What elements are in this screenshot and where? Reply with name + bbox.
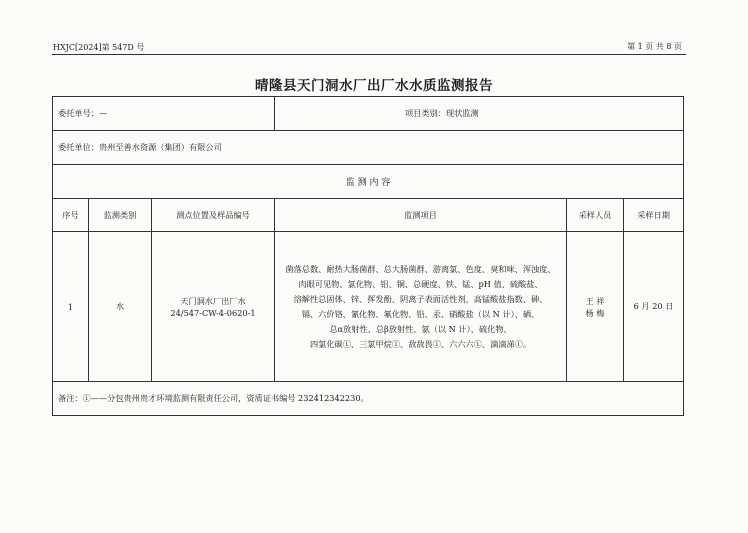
location-name: 天门洞水厂出厂水: [180, 295, 246, 306]
items-line: 总α放射性、总β放射性、氨（以 N 计）、硫化物、: [329, 323, 512, 334]
row-category: 水: [89, 232, 152, 382]
sample-code: 24/547-CW-4-0620-1: [170, 307, 256, 318]
report-number: HXJC[2024]第 547D 号: [53, 43, 145, 52]
report-title: 晴隆县天门洞水厂出厂水水质监测报告: [255, 78, 493, 94]
header-divider: [52, 54, 686, 55]
section-title: 监 测 内 容: [53, 165, 684, 199]
column-header-row: [53, 199, 684, 232]
info-row-commission: [53, 97, 684, 131]
col-header-sampler: 采样人员: [567, 199, 624, 232]
footnote: 备注：①——分包贵州贵才环境监测有限责任公司，资质证书编号 232412342230。: [53, 382, 684, 416]
col-header-items: 监测项目: [275, 199, 567, 232]
items-line: 肉眼可见物、氯化物、铝、铜、总硬度、铁、锰、pH 值、硫酸盐、: [298, 278, 543, 289]
sampler-name: 杨 梅: [585, 307, 605, 318]
project-type: 项目类别：现状监测: [275, 97, 684, 131]
items-line: 四氯化碳①、三氯甲烷①、敌敌畏①、六六六①、滴滴涕①。: [309, 338, 532, 349]
col-header-category: 监测类别: [89, 199, 152, 232]
col-header-date: 采样日期: [624, 199, 684, 232]
items-line: 菌落总数、耐热大肠菌群、总大肠菌群、游离氯、色度、臭和味、浑浊度、: [285, 263, 556, 274]
page-indicator: 第 1 页 共 8 页: [627, 42, 682, 51]
info-row-client: [53, 131, 684, 165]
items-line: 镉、六价铬、氰化物、氟化物、铅、汞、硝酸盐（以 N 计）、硒、: [301, 308, 540, 319]
note-row: [53, 382, 684, 416]
col-header-location: 测点位置及样品编号: [152, 199, 275, 232]
items-line: 溶解性总固体、锌、挥发酚、阴离子表面活性剂、高锰酸盐指数、砷、: [293, 293, 548, 304]
monitoring-table: [52, 96, 684, 416]
table-row: [53, 232, 684, 382]
client-unit: 委托单位：贵州至善水资源（集团）有限公司: [53, 131, 684, 165]
row-date: 6 月 20 日: [624, 232, 684, 382]
row-sampler: [567, 232, 624, 382]
col-header-no: 序号: [53, 199, 89, 232]
sampler-name: 王 祥: [585, 295, 605, 306]
row-monitoring-items: [275, 232, 567, 382]
row-number: 1: [53, 232, 89, 382]
row-location: [152, 232, 275, 382]
section-header-row: [53, 165, 684, 199]
commission-number: 委托单号：—: [53, 97, 275, 131]
